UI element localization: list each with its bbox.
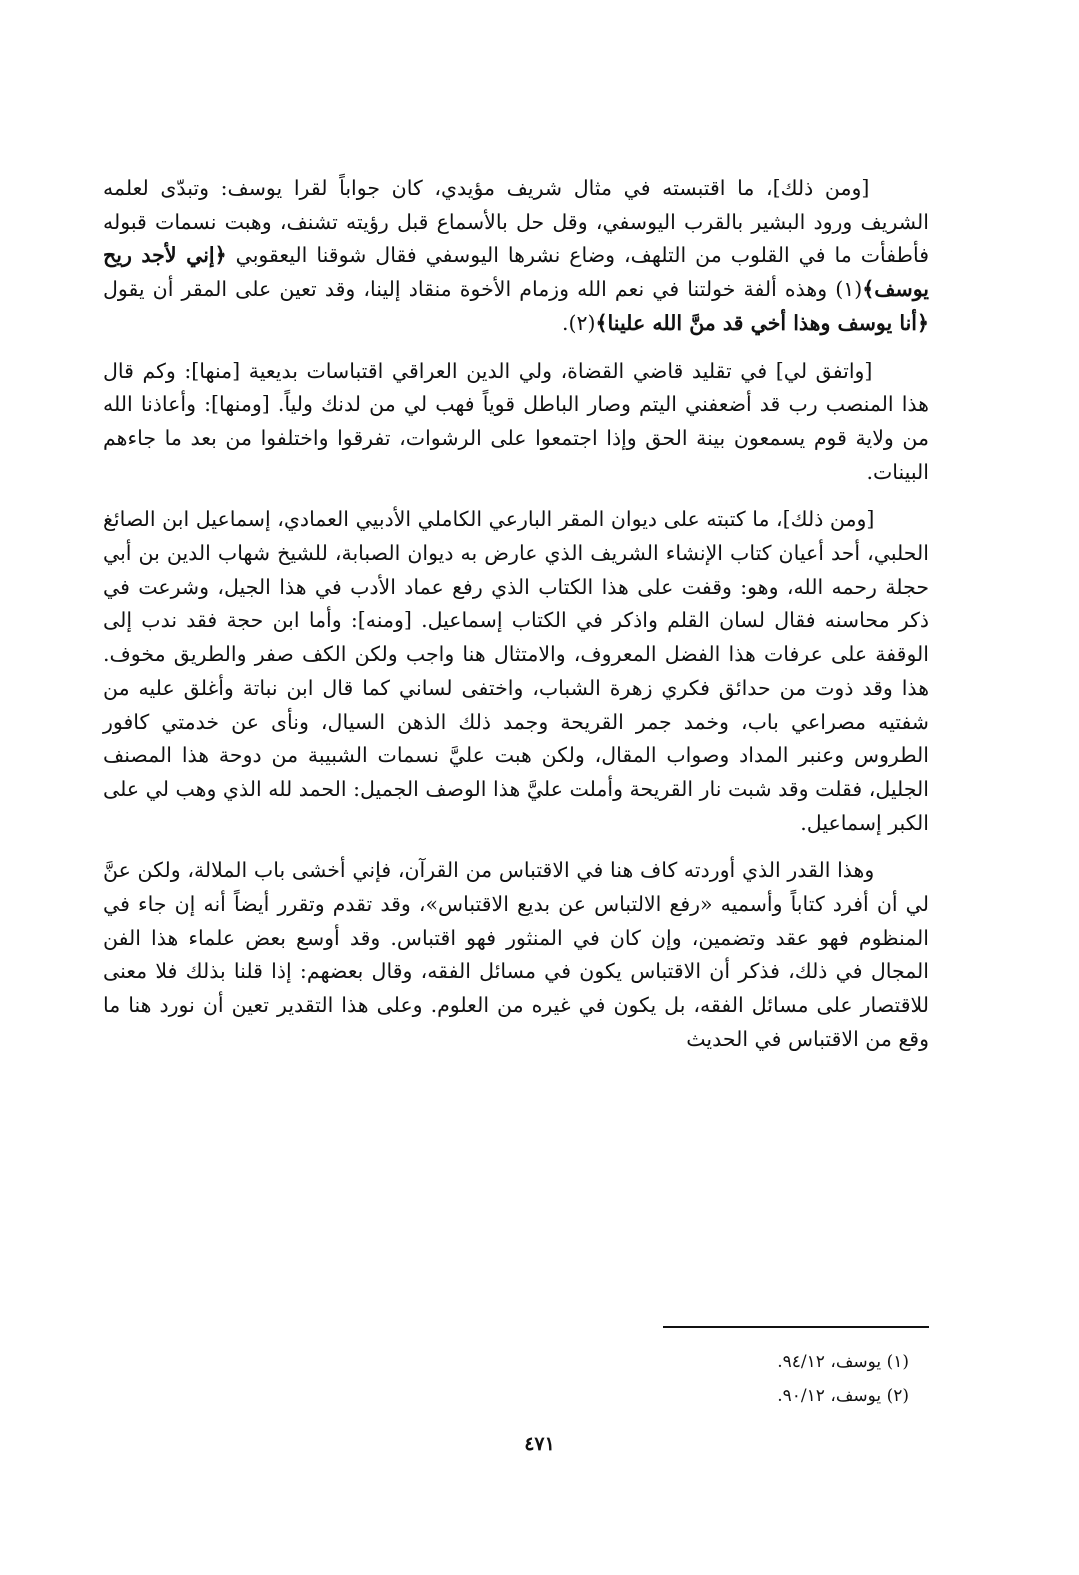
main-text bbox=[103, 172, 929, 1057]
text-segment: [ومن ذلك]، ما كتبته على ديوان المقر البارعي الكاملي الأدبيي العمادي، إسماعيل ابن الصائغ الحلبي، أحد أعيان كتاب الإنشاء الشريف الذي عارض به ديوان الصبابة، للشيخ شهاب الدين بن أبي حجلة رحمه الله، وهو: وقفت على هذا الكتاب الذي رفع عماد الأدب في هذا الجيل، وشرعت في ذكر محاسنه فقال لسان القلم واذكر في الكتاب إسماعيل. [ومنه]: وأما ابن حجة فقد ندب إلى الوقفة على عرفات هذا الفضل المعروف، والامتثال هنا واجب ولكن الكف صفر والطريق مخوف. هذا وقد ذوت من حدائق فكري زهرة الشباب، واختفى لساني كما قال ابن نباتة وأغلق عليه من شفتيه مصراعي باب، وخمد جمر القريحة وجمد ذلك الذهن السيال، ونأى عن خدمتي كافور الطروس وعنبر المداد وصواب المقال، ولكن هبت عليَّ نسمات الشبيبة من دوحة هذا المصنف الجليل، فقلت وقد شبت نار القريحة وأملت عليَّ هذا الوصف الجميل: الحمد لله الذي وهب لي على الكبر إسماعيل. bbox=[103, 507, 929, 835]
footnote-divider bbox=[663, 1326, 929, 1328]
footnote-1: (١) يوسف، ٩٤/١٢. bbox=[777, 1352, 909, 1372]
paragraph-2 bbox=[103, 355, 929, 490]
quran-quote: ﴿إني لأجد ريح يوسف﴾ bbox=[103, 243, 929, 302]
paragraph-4 bbox=[103, 854, 929, 1056]
text-segment: (٢). bbox=[562, 310, 596, 335]
text-segment: [ومن ذلك]، ما اقتبسته في مثال شريف مؤيدي، كان جواباً لقرا يوسف: وتبدّى لعلمه الشريف ورود البشير بالقرب اليوسفي، وقل حل بالأسماع قبل رؤيته تشنف، وهبت نسمات قبوله فأطفأت ما في القلوب من التلهف، وضاع نشرها اليوسفي فقال شوقنا اليعقوبي bbox=[103, 176, 929, 268]
quran-quote: ﴿أنا يوسف وهذا أخي قد منَّ الله علينا﴾ bbox=[595, 310, 929, 335]
text-segment: [واتفق لي] في تقليد قاضي القضاة، ولي الدين العراقي اقتباسات بديعية [منها]: وكم قال هذا المنصب رب قد أضعفني اليتم وصار الباطل قوياً فهب لي من لدنك ولياً. [ومنها]: وأعاذنا الله من ولاية قوم يسمعون بينة الحق وإذا اجتمعوا على الرشوات، تفرقوا واختلفوا من بعد ما جاءهم البينات. bbox=[103, 358, 929, 484]
page-number: ٤٧١ bbox=[524, 1433, 555, 1455]
footnote-2: (٢) يوسف، ٩٠/١٢. bbox=[777, 1386, 909, 1406]
paragraph-1 bbox=[103, 172, 929, 341]
text-segment: وهذا القدر الذي أوردته كاف هنا في الاقتباس من القرآن، فإني أخشى باب الملالة، ولكن عنَّ لي أن أفرد كتاباً وأسميه «رفع الالتباس عن بديع الاقتباس»، وقد تقدم وتقرر أيضاً أنه إن جاء في المنظوم فهو عقد وتضمين، وإن كان في المنثور فهو اقتباس. وقد أوسع بعض علماء هذا الفن المجال في ذلك، فذكر أن الاقتباس يكون في مسائل الفقه، وقال بعضهم: إذا قلنا بذلك فلا معنى للاقتصار على مسائل الفقه، بل يكون في غيره من العلوم. وعلى هذا التقدير تعين أن نورد هنا ما وقع من الاقتباس في الحديث bbox=[103, 858, 929, 1051]
paragraph-3 bbox=[103, 503, 929, 840]
text-segment: (١) وهذه ألفة خولتنا في نعم الله وزمام الأخوة منقاد إلينا، وقد تعين على المقر أن يقول bbox=[103, 277, 863, 302]
footnotes bbox=[103, 1345, 929, 1413]
